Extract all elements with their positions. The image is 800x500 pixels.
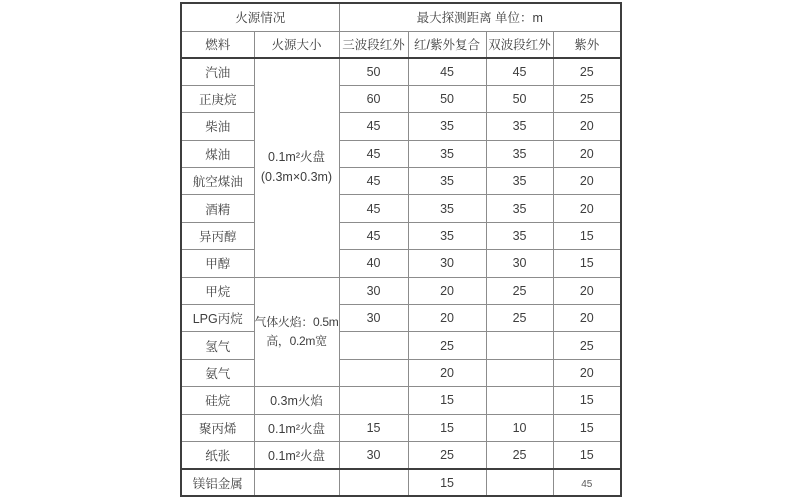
value-cell: 45	[339, 195, 408, 222]
col-header-ir-uv-composite: 红/紫外复合	[408, 31, 486, 58]
value-cell: 25	[486, 277, 553, 304]
table-row	[181, 113, 621, 140]
value-cell: 15	[553, 222, 621, 249]
fuel-cell: 聚丙烯	[181, 414, 254, 441]
value-cell: 15	[408, 387, 486, 414]
table-row	[181, 414, 621, 441]
table-row	[181, 387, 621, 414]
page-number: 45	[581, 478, 593, 490]
table-row	[181, 441, 621, 468]
fire-size-merged-cell-gas	[254, 277, 339, 387]
value-cell: 35	[408, 168, 486, 195]
value-cell: 20	[408, 359, 486, 386]
fire-size-line: (0.3m×0.3m)	[260, 169, 333, 184]
value-cell: 45	[339, 140, 408, 167]
fuel-cell: 镁铝金属	[181, 469, 254, 496]
value-cell: 35	[486, 168, 553, 195]
value-cell: 35	[408, 222, 486, 249]
fuel-cell: 煤油	[181, 140, 254, 167]
value-cell: 15	[553, 441, 621, 468]
table-row	[181, 469, 621, 496]
value-cell: 25	[553, 58, 621, 85]
fire-size-line: 气体火焰：0.5m	[254, 315, 339, 330]
value-cell: 45	[408, 58, 486, 85]
col-header-uv: 紫外	[553, 31, 621, 58]
value-cell: 35	[486, 195, 553, 222]
value-cell: 45	[339, 113, 408, 140]
fire-size-cell: 0.1m²火盘	[254, 441, 339, 468]
table-row	[181, 222, 621, 249]
value-cell: 60	[339, 85, 408, 112]
value-cell: 15	[553, 250, 621, 277]
fuel-cell: 异丙醇	[181, 222, 254, 249]
value-cell	[486, 359, 553, 386]
value-cell: 15	[553, 414, 621, 441]
value-cell: 30	[339, 441, 408, 468]
value-cell	[339, 359, 408, 386]
fire-size-line: 高，0.2m宽	[266, 333, 327, 348]
col-header-dual-band-ir: 双波段红外	[486, 31, 553, 58]
table-row	[181, 168, 621, 195]
value-cell: 35	[486, 140, 553, 167]
value-cell: 25	[486, 441, 553, 468]
value-cell: 25	[553, 332, 621, 359]
value-cell: 45	[339, 168, 408, 195]
value-cell: 35	[408, 140, 486, 167]
value-cell	[339, 387, 408, 414]
value-cell: 20	[553, 359, 621, 386]
value-cell: 45	[339, 222, 408, 249]
table-row	[181, 85, 621, 112]
fuel-cell: 甲醇	[181, 250, 254, 277]
value-cell: 15	[408, 414, 486, 441]
value-cell: 30	[339, 277, 408, 304]
value-cell: 15	[408, 469, 486, 496]
fuel-cell: 纸张	[181, 441, 254, 468]
value-cell	[339, 469, 408, 496]
table-title-row	[181, 3, 621, 31]
value-cell: 20	[553, 113, 621, 140]
fire-size-cell: 0.3m火焰	[254, 387, 339, 414]
value-cell: 50	[408, 85, 486, 112]
value-cell: 25	[486, 305, 553, 332]
value-cell	[486, 469, 553, 496]
table-row	[181, 277, 621, 304]
value-cell: 35	[486, 222, 553, 249]
value-cell: 10	[486, 414, 553, 441]
table-row	[181, 305, 621, 332]
fuel-cell: 氨气	[181, 359, 254, 386]
fuel-cell: 氢气	[181, 332, 254, 359]
table-row	[181, 140, 621, 167]
value-cell: 30	[339, 305, 408, 332]
fuel-cell: 正庚烷	[181, 85, 254, 112]
value-cell: 20	[553, 277, 621, 304]
value-cell: 20	[553, 305, 621, 332]
value-cell	[486, 387, 553, 414]
value-cell: 35	[486, 113, 553, 140]
fuel-cell: 汽油	[181, 58, 254, 85]
value-cell: 20	[553, 195, 621, 222]
value-cell: 25	[408, 332, 486, 359]
value-cell: 25	[553, 85, 621, 112]
fuel-cell: 航空煤油	[181, 168, 254, 195]
value-cell: 25	[408, 441, 486, 468]
value-cell: 50	[339, 58, 408, 85]
value-cell: 20	[408, 277, 486, 304]
col-header-fuel: 燃料	[181, 31, 254, 58]
fuel-cell: 酒精	[181, 195, 254, 222]
fire-size-line: 0.1m²火盘	[268, 150, 325, 165]
table-row	[181, 195, 621, 222]
value-cell	[553, 469, 621, 496]
table-row	[181, 58, 621, 85]
value-cell: 35	[408, 195, 486, 222]
header-fire-source-group: 火源情况	[181, 3, 339, 31]
value-cell: 35	[408, 113, 486, 140]
value-cell: 45	[486, 58, 553, 85]
fuel-cell: LPG丙烷	[181, 305, 254, 332]
value-cell: 15	[553, 387, 621, 414]
table-row	[181, 359, 621, 386]
col-header-fire-size: 火源大小	[254, 31, 339, 58]
value-cell	[486, 332, 553, 359]
value-cell: 30	[408, 250, 486, 277]
fuel-cell: 甲烷	[181, 277, 254, 304]
value-cell: 30	[486, 250, 553, 277]
value-cell: 20	[553, 140, 621, 167]
fire-size-cell	[254, 469, 339, 496]
table-row	[181, 250, 621, 277]
col-header-triple-band-ir: 三波段红外	[339, 31, 408, 58]
column-header-row	[181, 31, 621, 58]
value-cell: 20	[408, 305, 486, 332]
value-cell: 15	[339, 414, 408, 441]
value-cell: 20	[553, 168, 621, 195]
header-distance-group: 最大探测距离 单位：m	[339, 3, 621, 31]
table-row	[181, 332, 621, 359]
value-cell: 40	[339, 250, 408, 277]
value-cell: 50	[486, 85, 553, 112]
fuel-cell: 硅烷	[181, 387, 254, 414]
fire-size-cell: 0.1m²火盘	[254, 414, 339, 441]
value-cell	[339, 332, 408, 359]
fire-size-merged-cell-pan	[254, 58, 339, 277]
fuel-cell: 柴油	[181, 113, 254, 140]
detection-distance-table	[180, 2, 622, 497]
